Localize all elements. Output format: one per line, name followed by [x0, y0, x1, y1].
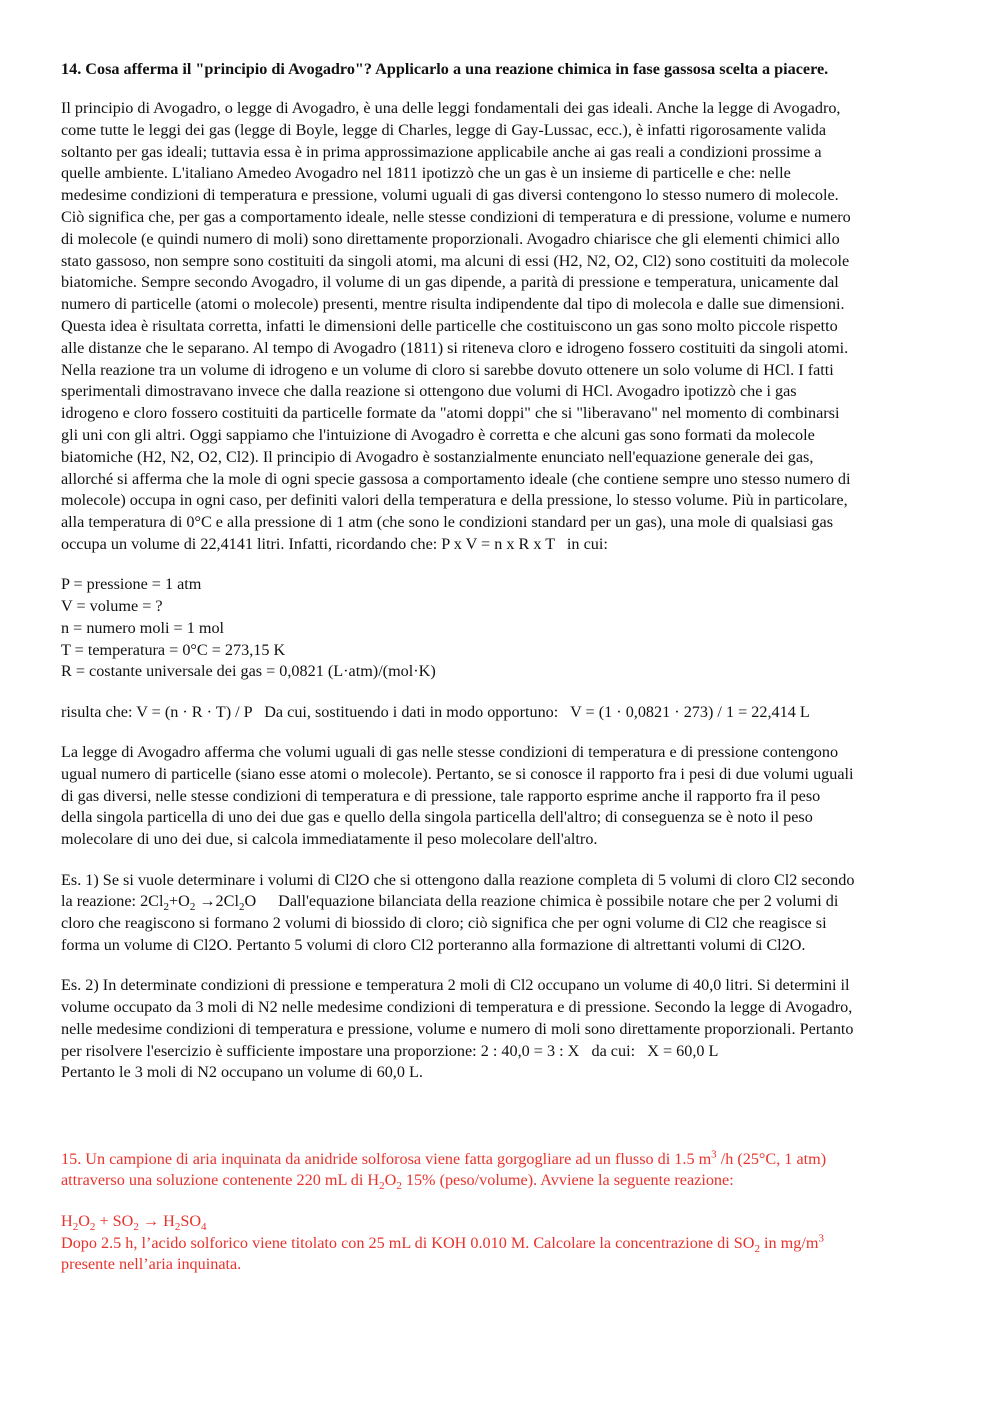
example-2-line: volume occupato da 3 moli di N2 nelle medesime condizioni di temperatura e di pressione. Secondo la legge di Avogadro, [61, 997, 853, 1016]
q15-sub: 2 [89, 1221, 96, 1233]
q15-sub: 2 [379, 1180, 385, 1193]
example-2-line: per risolvere l'esercizio è sufficiente impostare una proporzione: 2 : 40,0 = 3 : X da cui: X = 60,0 L [61, 1041, 719, 1060]
q15-sub: 2 [754, 1242, 760, 1255]
reaction-o: O [244, 892, 257, 911]
example-1-line-1: Es. 1) Se si vuole determinare i volumi di Cl2O che si ottengono dalla reazione completa di 5 volumi di cloro Cl2 secondo [61, 870, 855, 889]
intro-text-line: alle distanze che le separano. Al tempo di Avogadro (1811) si riteneva cloro e idrogeno fossero costituiti da singoli atomi. [61, 338, 849, 357]
example-1-line-4: forma un volume di Cl2O. Pertanto 5 volumi di cloro Cl2 porteranno alla formazione di altrettanti volumi di Cl2O. [61, 935, 806, 954]
law-text-line: della singola particella di uno dei due gas e quello della singola particella dell'altro; di conseguenza se è noto il peso [61, 808, 813, 827]
question-15-reaction [61, 1211, 941, 1233]
example-1-line-3: cloro che reagiscono si formano 2 volumi di biossido di cloro; ciò significa che per ogni volume di Cl2 che reagisce si [61, 914, 827, 933]
q15-sup: 3 [818, 1232, 824, 1245]
intro-text-line: alla temperatura di 0°C e alla pressione di 1 atm (che sono le condizioni standard per un gas), una mole di qualsiasi gas [61, 513, 834, 532]
intro-text-line: molecole) occupa in ogni caso, per definiti valori della temperatura e della pressione, lo stesso volume. Più in particolare, [61, 491, 848, 510]
intro-text-line: gli uni con gli altri. Oggi sappiamo che l'intuizione di Avogadro è corretta e che alcuni gas sono formati da molecole [61, 425, 815, 444]
intro-text-line: numero di particelle (atomi o molecole) presenti, mentre risulta indipendente dal tipo di molecola e dalle sue dimensioni. [61, 295, 845, 314]
result-formula-line: risulta che: V = (n · R · T) / P Da cui, sostituendo i dati in modo opportuno: V = (1 · 0,0821 · 273) / 1 = 22,414 L [61, 702, 810, 721]
law-text-line: di gas diversi, nelle stesse condizioni di temperatura e di pressione, tale rapporto esprime anche il rapporto fra il peso [61, 786, 821, 805]
intro-text-line: stato gassoso, non sempre sono costituiti da singoli atomi, ma alcuni di essi (H2, N2, O2, Cl2) sono costituiti da molecole [61, 251, 850, 270]
q15-sub: 2 [72, 1221, 79, 1233]
question-15-reaction-block [61, 1211, 941, 1276]
intro-text-line: medesime condizioni di temperatura e pressione, volumi uguali di gas diversi contengono lo stesso numero di molecole. [61, 186, 839, 205]
intro-text-line: idrogeno e cloro fossero costituiti da particelle formate da "atomi doppi" che si "liberavano" nel momento di combinarsi [61, 404, 840, 423]
avogadro-law-paragraph [61, 742, 941, 851]
q15-text: O [384, 1171, 397, 1190]
law-text-line: ugual numero di particelle (siano esse atomi o molecole). Pertanto, se si conosce il rapporto fra i pesi di due volumi uguali [61, 764, 854, 783]
reaction-sub: 2 [189, 901, 196, 914]
variable-definition: P = pressione = 1 atm [61, 575, 202, 594]
gas-variables-list [61, 574, 941, 683]
q15-sup: 3 [711, 1148, 717, 1161]
example-2-line: nelle medesime condizioni di temperatura e pressione, volume e numero di moli sono direttamente proporzionali. Pertanto [61, 1019, 854, 1038]
avogadro-intro-paragraph [61, 98, 941, 556]
intro-text-line: Il principio di Avogadro, o legge di Avogadro, è una delle leggi fondamentali dei gas ideali. Anche la legge di Avogadro, [61, 99, 841, 117]
example-1-reaction-line [61, 891, 941, 913]
example-2-paragraph [61, 975, 941, 1062]
question-15-line-2 [61, 1170, 941, 1192]
variable-definition: n = numero moli = 1 mol [61, 618, 225, 637]
q15-sub: 2 [396, 1180, 402, 1193]
intro-text-line: Ciò significa che, per gas a comportamento ideale, nelle stesse condizioni di temperatura e di pressione, volume e numero [61, 207, 851, 226]
intro-text-line: di molecole (e quindi numero di moli) sono direttamente proporzionali. Avogadro chiarisce che gli elementi chimici allo [61, 229, 840, 248]
question-15-text [61, 1149, 941, 1193]
q15-text: H [61, 1211, 73, 1230]
intro-text-line: Nella reazione tra un volume di idrogeno e un volume di cloro si sarebbe dovuto ottenere un solo volume di HCl. I fatti [61, 360, 834, 379]
q15-text: /h (25°C, 1 atm) [716, 1149, 827, 1168]
q15-text: Dopo 2.5 h, l’acido solforico viene titolato con 25 mL di KOH 0.010 M. Calcolare la concentrazione di SO [61, 1233, 755, 1252]
q15-sub: 4 [201, 1221, 207, 1233]
q15-text: attraverso una soluzione contenente 220 mL di H [61, 1171, 380, 1190]
reaction-end: →2Cl [195, 892, 239, 911]
question-15-line-1 [61, 1149, 941, 1171]
q15-text: in mg/m [760, 1233, 819, 1252]
spacer [61, 1103, 941, 1149]
intro-text-line: quelle ambiente. L'italiano Amedeo Avogadro nel 1811 ipotizzò che un gas è un insieme di particelle e che: nelle [61, 164, 791, 183]
example-2-conclusion: Pertanto le 3 moli di N2 occupano un volume di 60,0 L. [61, 1063, 423, 1082]
intro-text-line: allorché si afferma che la mole di ogni specie gassosa a comportamento ideale (che contiene sempre uno stesso numero di [61, 469, 851, 488]
variable-definition: R = costante universale dei gas = 0,0821 (L·atm)/(mol·K) [61, 662, 436, 681]
example-2-line: Es. 2) In determinate condizioni di pressione e temperatura 2 moli di Cl2 occupano un volume di 40,0 litri. Si determini il [61, 976, 850, 995]
question-14-title: 14. Cosa afferma il "principio di Avogadro"? Applicarlo a una reazione chimica in fase gassosa scelta a piacere. [61, 60, 829, 78]
question-15-line-4 [61, 1233, 941, 1255]
q15-text: SO [180, 1211, 202, 1230]
q15-sub: 2 [133, 1221, 139, 1233]
reaction-sub: 2 [163, 901, 169, 914]
intro-text-line: soltanto per gas ideali; tuttavia essa è in prima approssimazione applicabile anche ai gas reali a condizioni prossime a [61, 142, 822, 161]
question-15-line-5: presente nell’aria inquinata. [61, 1255, 242, 1274]
reaction-prefix: la reazione: 2Cl [61, 892, 164, 911]
intro-text-line: biatomiche. Sempre secondo Avogadro, il volume di un gas dipende, a parità di pressione e temperatura, unicamente dal [61, 273, 839, 292]
intro-text-line: come tutte le leggi dei gas (legge di Boyle, legge di Charles, legge di Gay-Lussac, ecc.), è infatti rigorosamente valida [61, 120, 827, 139]
q15-text: 15. Un campione di aria inquinata da anidride solforosa viene fatta gorgogliare ad un flusso di 1.5 m [61, 1149, 712, 1168]
intro-text-line: biatomiche (H2, N2, O2, Cl2). Il principio di Avogadro è sostanzialmente enunciato nell'equazione generale dei gas, [61, 447, 814, 466]
intro-text-line: sperimentali dimostravano invece che dalla reazione si ottengono due volumi di HCl. Avogadro ipotizzò che i gas [61, 382, 797, 401]
law-text-line: molecolare di uno dei due, si calcola immediatamente il peso molecolare dell'altro. [61, 830, 598, 849]
reaction-mid: +O [168, 892, 190, 911]
variable-definition: V = volume = ? [61, 597, 163, 616]
document-page [61, 58, 941, 1295]
q15-text: → H [138, 1211, 175, 1230]
variable-definition: T = temperatura = 0°C = 273,15 K [61, 640, 286, 659]
intro-text-line: occupa un volume di 22,4141 litri. Infatti, ricordando che: P x V = n x R x T in cui: [61, 534, 608, 553]
reaction-suffix: Dall'equazione bilanciata della reazione chimica è possibile notare che per 2 volumi di [278, 892, 839, 911]
q15-text: 15% (peso/volume). Avviene la seguente reazione: [401, 1171, 734, 1190]
reaction-sub: 2 [238, 901, 245, 914]
example-1-paragraph [61, 870, 941, 957]
q15-text: + SO [95, 1211, 134, 1230]
law-text-line: La legge di Avogadro afferma che volumi uguali di gas nelle stesse condizioni di temperatura e di pressione contengono [61, 743, 839, 762]
intro-text-line: Questa idea è risultata corretta, infatti le dimensioni delle particelle che costituiscono un gas sono molto piccole rispetto [61, 316, 838, 335]
q15-text: O [78, 1211, 90, 1230]
q15-sub: 2 [174, 1221, 181, 1233]
